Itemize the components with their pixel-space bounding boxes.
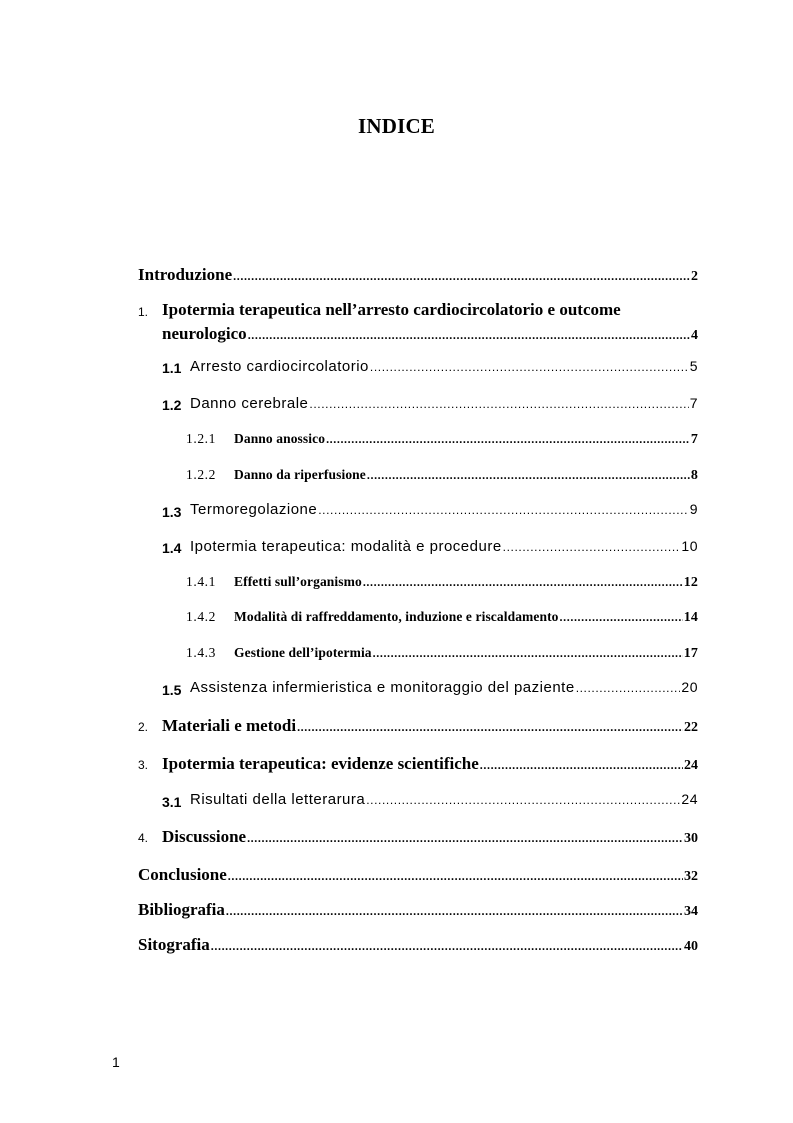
toc-number: 3.1 bbox=[162, 794, 182, 810]
dot-leader bbox=[363, 575, 683, 590]
dot-leader bbox=[367, 468, 690, 483]
toc-entry-sitografia[interactable] bbox=[138, 935, 698, 955]
dot-leader bbox=[560, 610, 683, 625]
toc-label: Ipotermia terapeutica: evidenze scientifiche bbox=[162, 754, 479, 773]
toc-label: Bibliografia bbox=[138, 900, 225, 919]
toc-page: 4 bbox=[691, 328, 698, 343]
dot-leader bbox=[373, 646, 683, 661]
toc-entry-risultati-letteratura[interactable] bbox=[190, 791, 698, 808]
toc-page: 24 bbox=[684, 758, 698, 773]
toc-entry-termoregolazione[interactable] bbox=[190, 501, 698, 518]
dot-leader bbox=[233, 269, 690, 284]
toc-entry-materiali-metodi[interactable] bbox=[162, 716, 698, 736]
toc-number: 1.4.2 bbox=[186, 609, 216, 624]
toc-label: Discussione bbox=[162, 827, 247, 846]
toc-page: 8 bbox=[690, 468, 698, 483]
toc-page: 12 bbox=[683, 575, 698, 590]
toc-page: 22 bbox=[684, 720, 698, 735]
toc-number: 1.2.2 bbox=[186, 467, 216, 482]
toc-number: 2. bbox=[138, 720, 149, 734]
toc-number: 1.4 bbox=[162, 540, 182, 556]
toc-entry-danno-cerebrale[interactable] bbox=[190, 395, 698, 412]
toc-number: 1.4.3 bbox=[186, 645, 216, 660]
dot-leader bbox=[309, 397, 688, 411]
toc-number: 1. bbox=[138, 305, 149, 319]
toc-page: 20 bbox=[681, 679, 698, 695]
toc-entry-danno-anossico[interactable] bbox=[234, 431, 698, 448]
toc-number: 1.2 bbox=[162, 397, 182, 413]
toc-entry-conclusione[interactable] bbox=[138, 865, 698, 885]
toc-entry-modalita-raffreddamento[interactable] bbox=[234, 609, 698, 626]
toc-number: 1.1 bbox=[162, 360, 182, 376]
toc-label: Materiali e metodi bbox=[162, 716, 297, 735]
dot-leader bbox=[326, 432, 690, 447]
dot-leader bbox=[228, 869, 683, 884]
toc-page: 5 bbox=[689, 358, 698, 374]
toc-label: Danno da riperfusione bbox=[234, 467, 366, 482]
dot-leader bbox=[226, 904, 683, 919]
toc-label: Gestione dell’ipotermia bbox=[234, 645, 372, 660]
toc-label: Sitografia bbox=[138, 935, 210, 954]
toc-page: 30 bbox=[684, 831, 698, 846]
toc-number: 1.2.1 bbox=[186, 431, 216, 446]
toc-page: 10 bbox=[681, 538, 698, 554]
toc-label: Termoregolazione bbox=[190, 501, 318, 518]
dot-leader bbox=[247, 831, 683, 846]
dot-leader bbox=[248, 328, 690, 343]
toc-page: 34 bbox=[684, 904, 698, 919]
toc-entry-discussione[interactable] bbox=[162, 827, 698, 847]
toc-page: 32 bbox=[684, 869, 698, 884]
toc-entry-bibliografia[interactable] bbox=[138, 900, 698, 920]
toc-entry-gestione-ipotermia[interactable] bbox=[234, 645, 698, 662]
toc-entry-evidenze-scientifiche[interactable] bbox=[162, 754, 698, 774]
toc-entry-assistenza-infermieristica[interactable] bbox=[190, 679, 698, 696]
toc-page: 2 bbox=[691, 269, 698, 284]
toc-page: 7 bbox=[690, 432, 698, 447]
toc-entry-ipotermia-arresto[interactable] bbox=[162, 324, 698, 344]
toc-label: Risultati della letterarura bbox=[190, 791, 366, 808]
toc-page: 17 bbox=[683, 646, 698, 661]
page-title: INDICE bbox=[357, 114, 436, 138]
dot-leader bbox=[211, 939, 683, 954]
toc-label: Arresto cardiocircolatorio bbox=[190, 358, 369, 375]
dot-leader bbox=[318, 503, 688, 517]
toc-label: Ipotermia terapeutica: modalità e procedure bbox=[190, 538, 502, 555]
toc-page: 40 bbox=[684, 939, 698, 954]
toc-page: 24 bbox=[681, 791, 698, 807]
toc-label: Danno cerebrale bbox=[190, 395, 309, 412]
toc-entry-effetti-organismo[interactable] bbox=[234, 574, 698, 591]
toc-label: Danno anossico bbox=[234, 431, 326, 446]
toc-label-line1: Ipotermia terapeutica nell’arresto cardiocircolatorio e outcome bbox=[162, 300, 621, 319]
dot-leader bbox=[297, 720, 683, 735]
toc-page: 7 bbox=[689, 395, 698, 411]
dot-leader bbox=[503, 540, 681, 554]
toc-page: 14 bbox=[683, 610, 698, 625]
toc-number: 4. bbox=[138, 831, 149, 845]
dot-leader bbox=[370, 360, 689, 374]
toc-label: Modalità di raffreddamento, induzione e riscaldamento bbox=[234, 609, 559, 624]
toc-label: Conclusione bbox=[138, 865, 227, 884]
toc-number: 3. bbox=[138, 758, 149, 772]
toc-label: neurologico bbox=[162, 324, 247, 343]
toc-label: Introduzione bbox=[138, 265, 233, 284]
toc-label: Assistenza infermieristica e monitoraggio del paziente bbox=[190, 679, 575, 696]
toc-number: 1.3 bbox=[162, 504, 182, 520]
toc-entry-ipotermia-modalita[interactable] bbox=[190, 538, 698, 555]
dot-leader bbox=[366, 793, 680, 807]
toc-label: Effetti sull’organismo bbox=[234, 574, 362, 589]
toc-page: 9 bbox=[689, 501, 698, 517]
toc-number: 1.5 bbox=[162, 682, 182, 698]
toc-entry-arresto-cardiocircolatorio[interactable] bbox=[190, 358, 698, 375]
dot-leader bbox=[576, 681, 681, 695]
toc-entry-introduzione[interactable] bbox=[138, 265, 698, 285]
page-number: 1 bbox=[112, 1054, 120, 1070]
dot-leader bbox=[480, 758, 683, 773]
toc-number: 1.4.1 bbox=[186, 574, 216, 589]
toc-entry-danno-riperfusione[interactable] bbox=[234, 467, 698, 484]
